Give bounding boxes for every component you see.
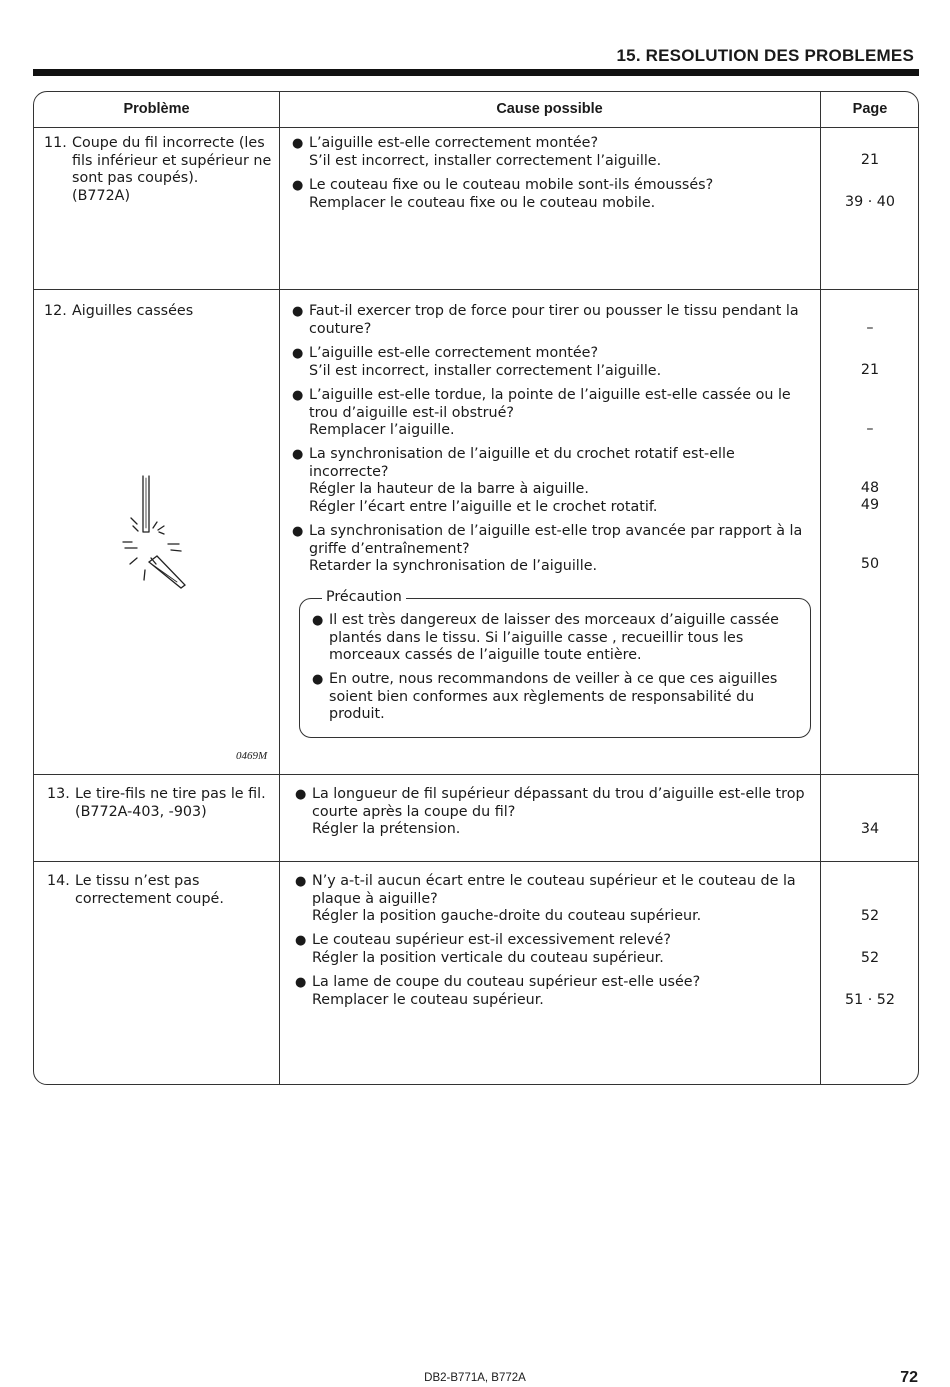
cause-remedy: S’il est incorrect, installer correctement l’aiguille. — [309, 152, 662, 169]
caution-text: Il est très dangereux de laisser des morceaux d’aiguille cassée plantés dans le tissu. Si l’aiguille casse , recueillir tous les morceaux cassés de l’aiguille toute entière. — [329, 612, 779, 663]
problem-number: 11. — [44, 135, 67, 151]
bullet-icon: ● — [312, 613, 324, 628]
bullet-icon: ● — [292, 524, 304, 539]
column-header-problem: Problème — [123, 101, 190, 117]
page-ref: – — [866, 421, 874, 437]
footer-model: DB2-B771A, B772A — [424, 1372, 526, 1384]
cause-remedy: Retarder la synchronisation de l’aiguille. — [309, 558, 598, 574]
cause-question: La longueur de fil supérieur dépassant du trou d’aiguille est-elle trop courte après la coupe du fil? — [312, 786, 805, 820]
cause-question: La synchronisation de l’aiguille est-elle trop avancée par rapport à la griffe d’entraînement? — [309, 523, 803, 557]
cause-remedy: Régler la position verticale du couteau supérieur. — [312, 949, 664, 966]
problem-number: 13. — [47, 786, 70, 802]
table-row — [34, 289, 918, 774]
cause-question: La lame de coupe du couteau supérieur est-elle usée? — [312, 974, 701, 990]
figure-label: 0469M — [236, 750, 268, 762]
bullet-icon: ● — [295, 975, 307, 990]
problem-number: 12. — [44, 303, 67, 319]
bullet-icon: ● — [292, 346, 304, 361]
cause-question: L’aiguille est-elle tordue, la pointe de l’aiguille est-elle cassée ou le trou d’aiguille est-il obstrué? — [309, 387, 791, 421]
bullet-icon: ● — [295, 874, 307, 889]
problem-text: Le tire-fils ne tire pas le fil. (B772A-403, -903) — [75, 786, 266, 820]
column-header-page: Page — [852, 101, 888, 117]
bullet-icon: ● — [292, 388, 304, 403]
page-ref: – — [866, 320, 874, 336]
section-title: 15. RESOLUTION DES PROBLEMES — [616, 46, 914, 65]
bullet-icon: ● — [292, 304, 304, 319]
bullet-icon: ● — [312, 672, 324, 687]
problem-text: Aiguilles cassées — [72, 303, 194, 319]
bullet-icon: ● — [295, 787, 307, 802]
cause-question: Faut-il exercer trop de force pour tirer ou pousser le tissu pendant la couture? — [309, 303, 799, 337]
page-ref: 50 — [860, 556, 880, 572]
table-row — [34, 774, 918, 861]
table-row — [34, 127, 918, 289]
page-number: 72 — [900, 1369, 918, 1386]
broken-needle-icon — [109, 470, 199, 595]
cause-remedy: Régler la hauteur de la barre à aiguille. — [309, 481, 589, 497]
page-ref: 52 — [860, 908, 880, 924]
cause-question: Le couteau supérieur est-il excessivement relevé? — [312, 932, 671, 948]
bullet-icon: ● — [292, 178, 304, 193]
problem-text: Coupe du fil incorrecte (les fils inférieur et supérieur ne sont pas coupés). (B772A) — [72, 135, 272, 204]
cause-remedy: Régler la prétension. — [312, 821, 461, 837]
page-ref: 48 — [860, 480, 880, 496]
cause-question: L’aiguille est-elle correctement montée? — [309, 135, 599, 151]
page-ref: 51 · 52 — [844, 992, 896, 1008]
page-ref: 34 — [860, 821, 880, 837]
table-row — [34, 861, 918, 1085]
column-header-cause: Cause possible — [496, 101, 603, 117]
cause-question: La synchronisation de l’aiguille et du crochet rotatif est-elle incorrecte? — [309, 446, 735, 480]
problem-cell — [47, 786, 279, 820]
caution-text: En outre, nous recommandons de veiller à ce que ces aiguilles soient bien conformes aux règlements de responsabilité du produit. — [329, 671, 778, 722]
problem-cell — [47, 873, 279, 907]
troubleshooting-table — [33, 91, 919, 1085]
problem-number: 14. — [47, 873, 70, 889]
caution-title: Précaution — [322, 588, 406, 606]
page-ref: 21 — [860, 362, 880, 378]
problem-cell — [44, 135, 276, 204]
cause-question: L’aiguille est-elle correctement montée? — [309, 345, 599, 361]
bullet-icon: ● — [295, 933, 307, 948]
cause-question: Le couteau fixe ou le couteau mobile sont-ils émoussés? — [309, 177, 714, 193]
page-ref: 39 · 40 — [844, 194, 896, 210]
page-ref: 52 — [860, 950, 880, 966]
header-rule — [33, 69, 919, 76]
problem-text: Le tissu n’est pas correctement coupé. — [75, 873, 224, 907]
cause-remedy: Remplacer le couteau fixe ou le couteau mobile. — [309, 194, 656, 211]
cause-remedy: Régler l’écart entre l’aiguille et le crochet rotatif. — [309, 498, 658, 515]
page-ref: 49 — [860, 497, 880, 513]
problem-cell — [44, 303, 276, 321]
caution-box — [299, 589, 811, 738]
cause-remedy: Régler la position gauche-droite du couteau supérieur. — [312, 908, 702, 924]
bullet-icon: ● — [292, 447, 304, 462]
bullet-icon: ● — [292, 136, 304, 151]
cause-remedy: S’il est incorrect, installer correctement l’aiguille. — [309, 362, 662, 379]
cause-remedy: Remplacer l’aiguille. — [309, 422, 455, 438]
page-ref: 21 — [860, 152, 880, 168]
cause-remedy: Remplacer le couteau supérieur. — [312, 991, 544, 1008]
cause-question: N’y a-t-il aucun écart entre le couteau supérieur et le couteau de la plaque à aiguille? — [312, 873, 796, 907]
